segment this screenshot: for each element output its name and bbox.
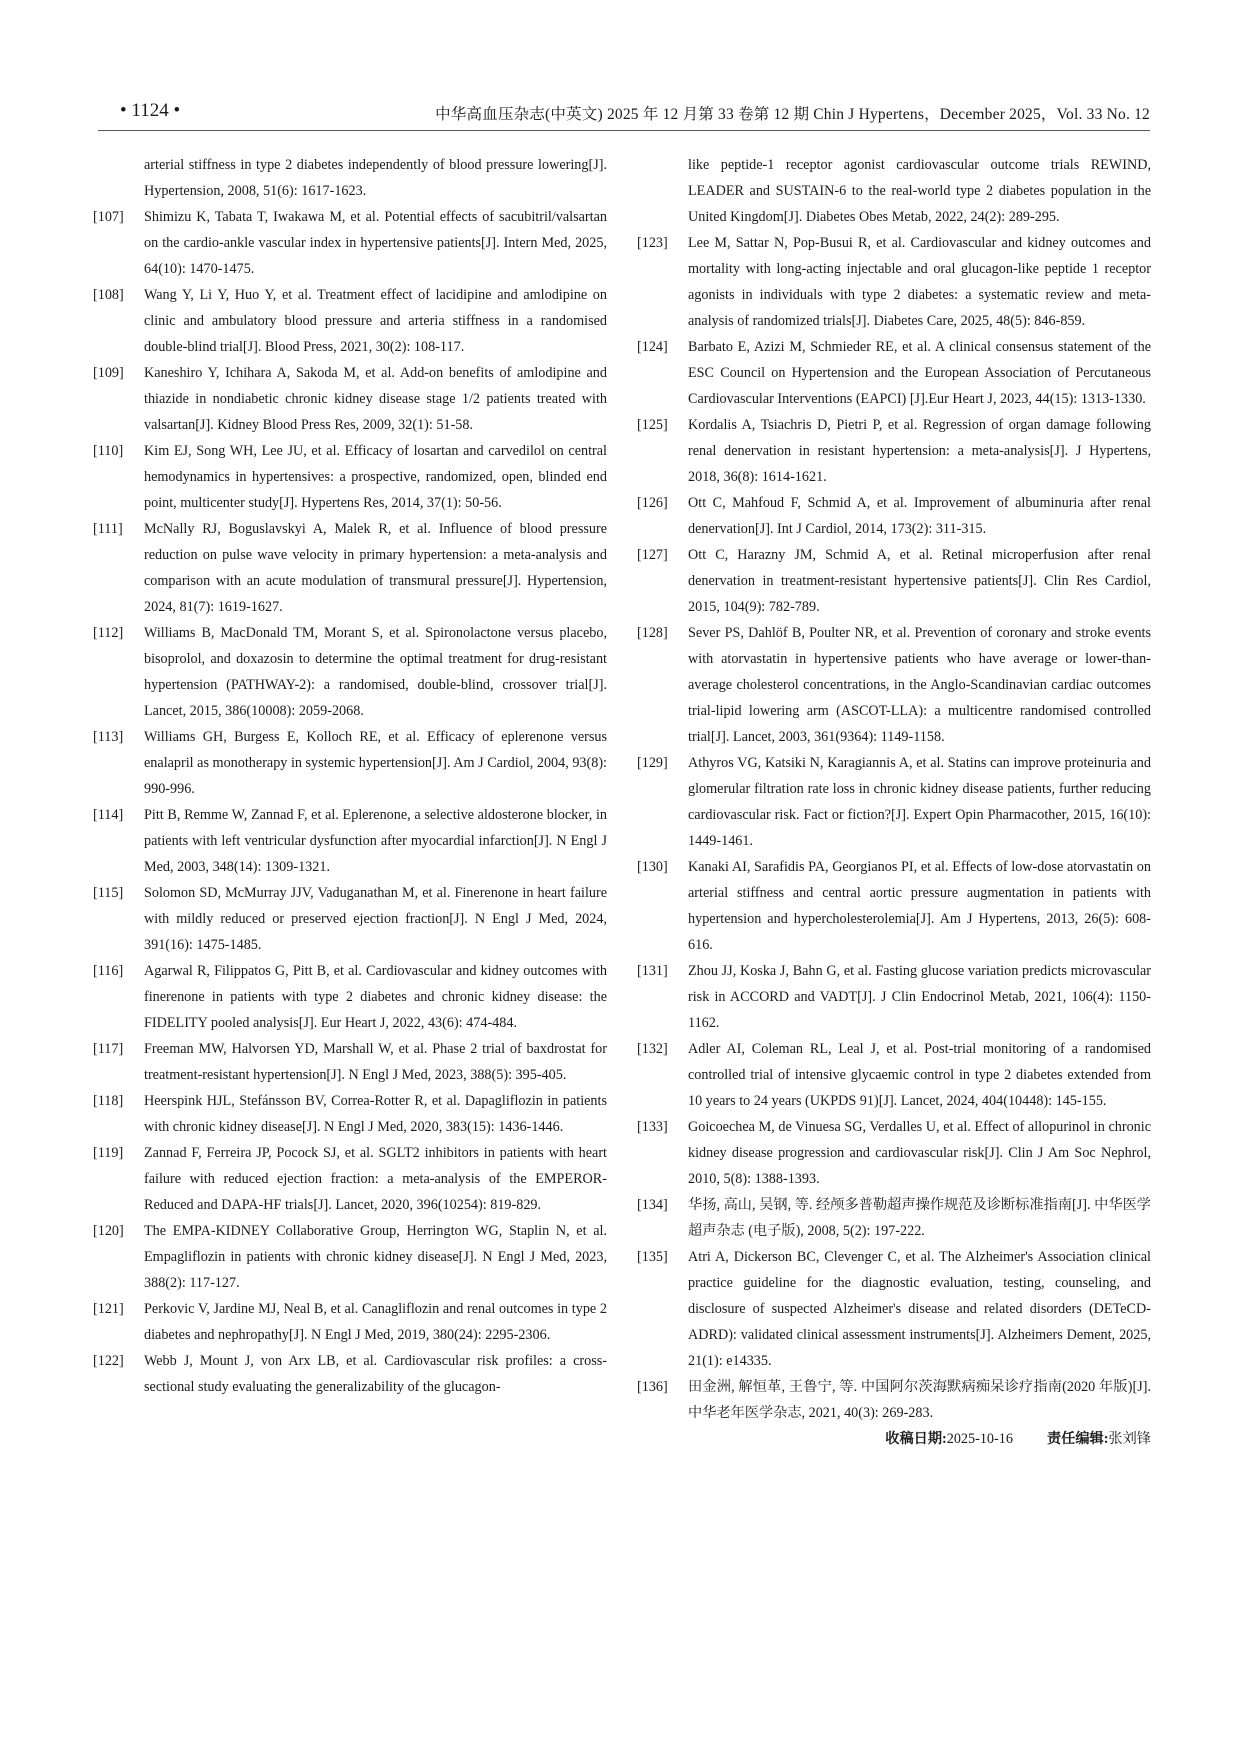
reference-text: Adler AI, Coleman RL, Leal J, et al. Post-trial monitoring of a randomised controlled trial of intensive glycaemic control in type 2 diabetes extended from 10 years to 24 years (UKPDS 91)[J]. Lancet, 2024, 404(10448): 145-155. bbox=[688, 1041, 1151, 1109]
reference-entry bbox=[93, 880, 607, 958]
reference-entry bbox=[637, 1114, 1151, 1192]
reference-entry bbox=[637, 412, 1151, 490]
right-column bbox=[637, 152, 1151, 1452]
reference-number: [131] bbox=[637, 963, 668, 979]
reference-number: [127] bbox=[637, 547, 668, 563]
reference-number: [114] bbox=[93, 807, 124, 823]
reference-text: Kim EJ, Song WH, Lee JU, et al. Efficacy of losartan and carvedilol on central hemodynamics in hypertensives: a prospective, randomized, open, blinded end point, multicenter study[J]. Hypertens Res, 2014, 37(1): 50-56. bbox=[144, 443, 607, 511]
editor-label: 责任编辑: bbox=[1046, 1431, 1109, 1447]
reference-entry bbox=[93, 1296, 607, 1348]
reference-number: [109] bbox=[93, 365, 124, 381]
reference-number: [123] bbox=[637, 235, 668, 251]
reference-number: [128] bbox=[637, 625, 668, 641]
reference-number: [108] bbox=[93, 287, 124, 303]
reference-text: Webb J, Mount J, von Arx LB, et al. Cardiovascular risk profiles: a cross-sectional study evaluating the generalizability of the glucagon- bbox=[144, 1353, 607, 1395]
reference-entry bbox=[93, 958, 607, 1036]
reference-entry bbox=[93, 1088, 607, 1140]
reference-number: [132] bbox=[637, 1041, 668, 1057]
reference-text: Atri A, Dickerson BC, Clevenger C, et al. The Alzheimer's Association clinical practice guideline for the diagnostic evaluation, testing, counseling, and disclosure of suspected Alzheimer's disease and related disorders (DETeCD-ADRD): validated clinical assessment instruments[J]. Alzheimers Dement, 2025, 21(1): e14335. bbox=[688, 1249, 1151, 1369]
reference-number: [107] bbox=[93, 209, 124, 225]
reference-text: Barbato E, Azizi M, Schmieder RE, et al. A clinical consensus statement of the ESC Council on Hypertension and the European Association of Percutaneous Cardiovascular Interventions (EAPCI) [J].Eur Heart J, 2023, 44(15): 1313-1330. bbox=[688, 339, 1151, 407]
reference-number: [111] bbox=[93, 521, 123, 537]
reference-number: [118] bbox=[93, 1093, 124, 1109]
reference-text: Kordalis A, Tsiachris D, Pietri P, et al. Regression of organ damage following renal denervation in resistant hypertension: a meta-analysis[J]. J Hypertens, 2018, 36(8): 1614-1621. bbox=[688, 417, 1151, 485]
reference-number: [110] bbox=[93, 443, 124, 459]
reference-number: [113] bbox=[93, 729, 124, 745]
reference-entry bbox=[93, 438, 607, 516]
reference-continuation: arterial stiffness in type 2 diabetes independently of blood pressure lowering[J]. Hypertension, 2008, 51(6): 1617-1623. bbox=[144, 157, 607, 199]
reference-entry bbox=[637, 1036, 1151, 1114]
reference-text: Agarwal R, Filippatos G, Pitt B, et al. Cardiovascular and kidney outcomes with finerenone in patients with type 2 diabetes and chronic kidney disease: the FIDELITY pooled analysis[J]. Eur Heart J, 2022, 43(6): 474-484. bbox=[144, 963, 607, 1031]
reference-number: [133] bbox=[637, 1119, 668, 1135]
reference-text: Shimizu K, Tabata T, Iwakawa M, et al. Potential effects of sacubitril/valsartan on the cardio-ankle vascular index in hypertensive patients[J]. Intern Med, 2025, 64(10): 1470-1475. bbox=[144, 209, 607, 277]
reference-text: Perkovic V, Jardine MJ, Neal B, et al. Canagliflozin and renal outcomes in type 2 diabetes and nephropathy[J]. N Engl J Med, 2019, 380(24): 2295-2306. bbox=[144, 1301, 607, 1343]
reference-text: Zannad F, Ferreira JP, Pocock SJ, et al. SGLT2 inhibitors in patients with heart failure with reduced ejection fraction: a meta-analysis of the EMPEROR-Reduced and DAPA-HF trials[J]. Lancet, 2020, 396(10254): 819-829. bbox=[144, 1145, 607, 1213]
reference-entry bbox=[93, 360, 607, 438]
reference-number: [120] bbox=[93, 1223, 124, 1239]
reference-list-right bbox=[637, 230, 1151, 1426]
reference-entry bbox=[93, 1348, 607, 1400]
reference-number: [116] bbox=[93, 963, 124, 979]
reference-entry bbox=[93, 1140, 607, 1218]
reference-text: Goicoechea M, de Vinuesa SG, Verdalles U, et al. Effect of allopurinol in chronic kidney disease progression and cardiovascular risk[J]. Clin J Am Soc Nephrol, 2010, 5(8): 1388-1393. bbox=[688, 1119, 1151, 1187]
left-column bbox=[93, 152, 607, 1400]
reference-number: [122] bbox=[93, 1353, 124, 1369]
reference-text: Williams B, MacDonald TM, Morant S, et al. Spironolactone versus placebo, bisoprolol, and doxazosin to determine the optimal treatment for drug-resistant hypertension (PATHWAY-2): a randomised, double-blind, crossover trial[J]. Lancet, 2015, 386(10008): 2059-2068. bbox=[144, 625, 607, 719]
reference-entry bbox=[637, 1192, 1151, 1244]
reference-text: 华扬, 高山, 吴钢, 等. 经颅多普勒超声操作规范及诊断标准指南[J]. 中华医学超声杂志 (电子版), 2008, 5(2): 197-222. bbox=[688, 1197, 1151, 1239]
article-footer bbox=[637, 1426, 1151, 1452]
reference-entry bbox=[637, 1244, 1151, 1374]
reference-number: [121] bbox=[93, 1301, 124, 1317]
reference-number: [119] bbox=[93, 1145, 124, 1161]
reference-text: Zhou JJ, Koska J, Bahn G, et al. Fasting glucose variation predicts microvascular risk in ACCORD and VADT[J]. J Clin Endocrinol Metab, 2021, 106(4): 1150-1162. bbox=[688, 963, 1151, 1031]
reference-text: Sever PS, Dahlöf B, Poulter NR, et al. Prevention of coronary and stroke events with atorvastatin in hypertensive patients who have average or lower-than-average cholesterol concentrations, in the Anglo-Scandinavian cardiac outcomes trial-lipid lowering arm (ASCOT-LLA): a multicentre randomised controlled trial[J]. Lancet, 2003, 361(9364): 1149-1158. bbox=[688, 625, 1151, 745]
reference-list-left bbox=[93, 204, 607, 1400]
reference-entry bbox=[637, 490, 1151, 542]
reference-entry bbox=[93, 620, 607, 724]
reference-entry bbox=[93, 1218, 607, 1296]
reference-text: Kaneshiro Y, Ichihara A, Sakoda M, et al. Add-on benefits of amlodipine and thiazide in nondiabetic chronic kidney disease stage 1/2 patients treated with valsartan[J]. Kidney Blood Press Res, 2009, 32(1): 51-58. bbox=[144, 365, 607, 433]
reference-text: Williams GH, Burgess E, Kolloch RE, et al. Efficacy of eplerenone versus enalapril as monotherapy in systemic hypertension[J]. Am J Cardiol, 2004, 93(8): 990-996. bbox=[144, 729, 607, 797]
page-header bbox=[98, 98, 1150, 131]
reference-number: [115] bbox=[93, 885, 124, 901]
reference-entry bbox=[93, 516, 607, 620]
reference-text: Kanaki AI, Sarafidis PA, Georgianos PI, et al. Effects of low-dose atorvastatin on arterial stiffness and central aortic pressure augmentation in patients with hypertension and hypercholesterolemia[J]. Am J Hypertens, 2013, 26(5): 608-616. bbox=[688, 859, 1151, 953]
reference-text: Ott C, Mahfoud F, Schmid A, et al. Improvement of albuminuria after renal denervation[J]. Int J Cardiol, 2014, 173(2): 311-315. bbox=[688, 495, 1151, 537]
reference-entry bbox=[93, 724, 607, 802]
reference-entry bbox=[637, 542, 1151, 620]
editor-name: 张刘锋 bbox=[1108, 1431, 1151, 1447]
reference-number: [130] bbox=[637, 859, 668, 875]
reference-entry bbox=[93, 1036, 607, 1088]
reference-entry bbox=[637, 750, 1151, 854]
reference-entry bbox=[93, 282, 607, 360]
page-number: • 1124 • bbox=[120, 100, 181, 121]
reference-text: Heerspink HJL, Stefánsson BV, Correa-Rotter R, et al. Dapagliflozin in patients with chronic kidney disease[J]. N Engl J Med, 2020, 383(15): 1436-1446. bbox=[144, 1093, 607, 1135]
reference-number: [126] bbox=[637, 495, 668, 511]
reference-text: Solomon SD, McMurray JJV, Vaduganathan M, et al. Finerenone in heart failure with mildly reduced or preserved ejection fraction[J]. N Engl J Med, 2024, 391(16): 1475-1485. bbox=[144, 885, 607, 953]
reference-entry bbox=[637, 958, 1151, 1036]
received-date: 2025-10-16 bbox=[946, 1431, 1013, 1447]
running-title: 中华高血压杂志(中英文) 2025 年 12 月第 33 卷第 12 期 Chin J Hypertens，December 2025，Vol. 33 No. 12 bbox=[435, 106, 1150, 123]
reference-text: The EMPA-KIDNEY Collaborative Group, Herrington WG, Staplin N, et al. Empagliflozin in patients with chronic kidney disease[J]. N Engl J Med, 2023, 388(2): 117-127. bbox=[144, 1223, 607, 1291]
reference-number: [117] bbox=[93, 1041, 124, 1057]
reference-entry bbox=[637, 854, 1151, 958]
reference-text: Ott C, Harazny JM, Schmid A, et al. Retinal microperfusion after renal denervation in treatment-resistant hypertensive patients[J]. Clin Res Cardiol, 2015, 104(9): 782-789. bbox=[688, 547, 1151, 615]
reference-text: Freeman MW, Halvorsen YD, Marshall W, et al. Phase 2 trial of baxdrostat for treatment-resistant hypertension[J]. N Engl J Med, 2023, 388(5): 395-405. bbox=[144, 1041, 607, 1083]
reference-entry bbox=[637, 620, 1151, 750]
reference-number: [129] bbox=[637, 755, 668, 771]
reference-number: [125] bbox=[637, 417, 668, 433]
reference-continuation: like peptide-1 receptor agonist cardiovascular outcome trials REWIND, LEADER and SUSTAIN-6 to the real-world type 2 diabetes population in the United Kingdom[J]. Diabetes Obes Metab, 2022, 24(2): 289-295. bbox=[688, 157, 1151, 225]
reference-entry bbox=[93, 204, 607, 282]
received-label: 收稿日期: bbox=[885, 1431, 947, 1447]
reference-text: Lee M, Sattar N, Pop-Busui R, et al. Cardiovascular and kidney outcomes and mortality with long-acting injectable and oral glucagon-like peptide 1 receptor agonists in individuals with type 2 diabetes: a systematic review and meta-analysis of randomized trials[J]. Diabetes Care, 2025, 48(5): 846-859. bbox=[688, 235, 1151, 329]
reference-text: 田金洲, 解恒革, 王鲁宁, 等. 中国阿尔茨海默病痴呆诊疗指南(2020 年版)[J]. 中华老年医学杂志, 2021, 40(3): 269-283. bbox=[688, 1379, 1151, 1421]
reference-entry bbox=[637, 230, 1151, 334]
reference-number: [136] bbox=[637, 1379, 668, 1395]
reference-number: [134] bbox=[637, 1197, 668, 1213]
reference-number: [112] bbox=[93, 625, 124, 641]
reference-entry bbox=[637, 1374, 1151, 1426]
reference-entry bbox=[637, 334, 1151, 412]
reference-entry bbox=[93, 802, 607, 880]
reference-text: McNally RJ, Boguslavskyi A, Malek R, et al. Influence of blood pressure reduction on pulse wave velocity in primary hypertension: a meta-analysis and comparison with an acute modulation of transmural pressure[J]. Hypertension, 2024, 81(7): 1619-1627. bbox=[144, 521, 607, 615]
reference-text: Wang Y, Li Y, Huo Y, et al. Treatment effect of lacidipine and amlodipine on clinic and ambulatory blood pressure and arteria stiffness in a randomised double-blind trial[J]. Blood Press, 2021, 30(2): 108-117. bbox=[144, 287, 607, 355]
reference-number: [135] bbox=[637, 1249, 668, 1265]
reference-text: Athyros VG, Katsiki N, Karagiannis A, et al. Statins can improve proteinuria and glomerular filtration rate loss in chronic kidney disease patients, further reducing cardiovascular risk. Fact or fiction?[J]. Expert Opin Pharmacother, 2015, 16(10): 1449-1461. bbox=[688, 755, 1151, 849]
reference-number: [124] bbox=[637, 339, 668, 355]
reference-text: Pitt B, Remme W, Zannad F, et al. Eplerenone, a selective aldosterone blocker, in patients with left ventricular dysfunction after myocardial infarction[J]. N Engl J Med, 2003, 348(14): 1309-1321. bbox=[144, 807, 607, 875]
